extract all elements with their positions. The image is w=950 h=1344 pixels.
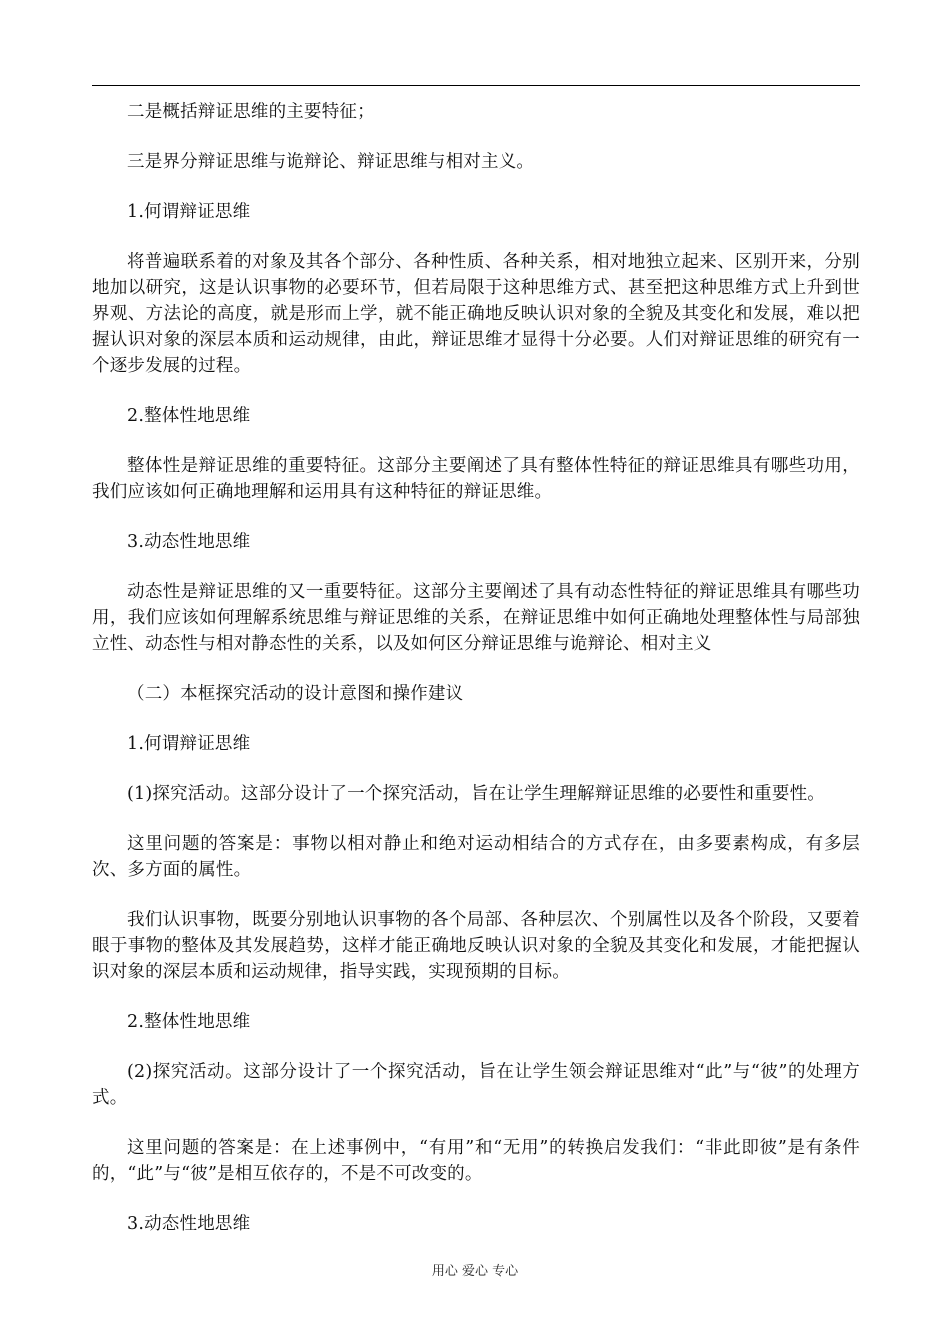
- section-heading: 1.何谓辩证思维: [127, 202, 251, 222]
- paragraph: 我们认识事物，既要分别地认识事物的各个局部、各种层次、个别属性以及各个阶段，又要着眼于事物的整体及其发展趋势，这样才能正确地反映认识对象的全貌及其变化和发展，才能把握认识对象的深层本质和运动规律，指导实践，实现预期的目标。: [92, 910, 860, 982]
- section-heading: 2.整体性地思维: [127, 406, 251, 426]
- paragraph: (2)探究活动。这部分设计了一个探究活动，旨在让学生领会辩证思维对“此”与“彼”的处理方式。: [92, 1062, 860, 1108]
- section-heading: 3.动态性地思维: [127, 532, 251, 552]
- paragraph: 这里问题的答案是：事物以相对静止和绝对运动相结合的方式存在，由多要素构成，有多层次、多方面的属性。: [92, 834, 860, 880]
- section-heading: （二）本框探究活动的设计意图和操作建议: [127, 684, 464, 704]
- header-rule: [92, 85, 860, 86]
- paragraph: 二是概括辩证思维的主要特征；: [127, 102, 375, 122]
- section-heading: 1.何谓辩证思维: [127, 734, 251, 754]
- section-heading: 2.整体性地思维: [127, 1012, 251, 1032]
- page-footer: 用心 爱心 专心: [431, 1264, 519, 1279]
- paragraph: (1)探究活动。这部分设计了一个探究活动，旨在让学生理解辩证思维的必要性和重要性。: [127, 784, 825, 804]
- paragraph: 三是界分辩证思维与诡辩论、辩证思维与相对主义。: [127, 152, 535, 172]
- paragraph: 这里问题的答案是：在上述事例中，“有用”和“无用”的转换启发我们：“非此即彼”是有条件的，“此”与“彼”是相互依存的，不是不可改变的。: [92, 1138, 860, 1184]
- document-body: [92, 99, 860, 1237]
- section-heading: 3.动态性地思维: [127, 1214, 251, 1234]
- paragraph: 将普遍联系着的对象及其各个部分、各种性质、各种关系，相对地独立起来、区别开来，分别地加以研究，这是认识事物的必要环节，但若局限于这种思维方式、甚至把这种思维方式上升到世界观、方法论的高度，就是形而上学，就不能正确地反映认识对象的全貌及其变化和发展，难以把握认识对象的深层本质和运动规律，由此，辩证思维才显得十分必要。人们对辩证思维的研究有一个逐步发展的过程。: [92, 252, 860, 376]
- paragraph: 动态性是辩证思维的又一重要特征。这部分主要阐述了具有动态性特征的辩证思维具有哪些功用，我们应该如何理解系统思维与辩证思维的关系，在辩证思维中如何正确地处理整体性与局部独立性、动态性与相对静态性的关系，以及如何区分辩证思维与诡辩论、相对主义: [92, 582, 860, 654]
- paragraph: 整体性是辩证思维的重要特征。这部分主要阐述了具有整体性特征的辩证思维具有哪些功用，我们应该如何正确地理解和运用具有这种特征的辩证思维。: [92, 456, 860, 502]
